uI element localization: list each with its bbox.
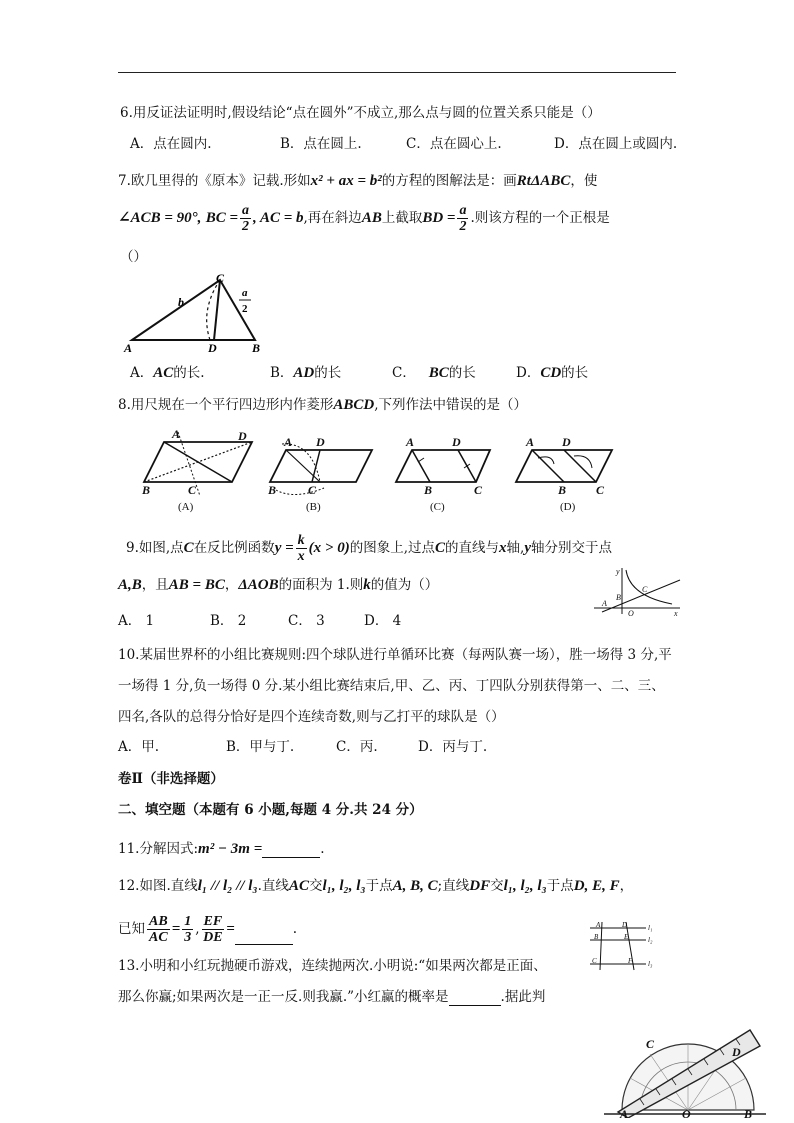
q6-option-b: B．点在圆上.	[280, 136, 362, 152]
q9-k: k	[363, 577, 371, 593]
q9-text: 的直线与	[445, 540, 500, 556]
q11-expr: m² − 3m =	[198, 841, 263, 857]
q10-line1: 10.某届世界杯的小组比赛规则:四个球队进行单循环比赛（每两队赛一场），胜一场得 3 分,平	[118, 647, 672, 663]
q9-option-b: B． 2	[210, 613, 247, 629]
q12-text: .直线	[257, 878, 289, 894]
q7-fig-A: A	[124, 341, 133, 355]
q9-text: 轴,	[506, 540, 525, 556]
q7-triangle: RtΔABC	[516, 173, 571, 189]
q8-a-B: B	[142, 483, 151, 497]
q7-fig-B: B	[252, 341, 261, 355]
q8-c-B: B	[424, 483, 433, 497]
q13-text: .据此判	[500, 989, 546, 1005]
q8-d-A: A	[526, 435, 535, 449]
q9-c2: C	[435, 540, 446, 556]
q12-fig-E: E	[624, 933, 629, 941]
q7-figure	[120, 270, 280, 355]
q9-text: 的值为（）	[370, 577, 439, 593]
q7-ab: AB	[361, 210, 382, 226]
q8-d-D: D	[562, 435, 571, 449]
q8-b-B: B	[268, 483, 277, 497]
q8-text: 8.用尺规在一个平行四边形内作菱形	[118, 397, 334, 413]
q9-fig-x: x	[674, 609, 678, 618]
q9-text: 在反比例函数	[193, 540, 275, 556]
header-rule	[118, 72, 676, 73]
q7-text: ，使	[570, 173, 598, 189]
q8-c-D: D	[452, 435, 461, 449]
q9-fig-B: B	[616, 593, 621, 602]
q6-option-d: D．点在圆上或圆内.	[554, 136, 678, 152]
q12-fig-C: C	[592, 957, 597, 965]
q7-bc: BC =	[205, 210, 238, 226]
q9-line1	[126, 533, 612, 564]
q9-x: x	[499, 540, 507, 556]
q9-figure	[592, 566, 684, 618]
q13-answer-blank[interactable]	[449, 991, 501, 1006]
q12-line1	[118, 877, 633, 895]
q12-df: DF	[469, 878, 491, 894]
q12-frac-ef-de: $\frac{EF}{DE}$	[203, 914, 223, 945]
q9-abeq: AB = BC	[168, 577, 225, 593]
q12-frac-ab-ac: $\frac{AB}{AC}$	[149, 914, 168, 945]
q9-aob: ΔAOB	[238, 577, 279, 593]
q9-text: 的图象上,过点	[349, 540, 435, 556]
q7-fig-C: C	[216, 271, 225, 285]
q8-b-D: D	[316, 435, 325, 449]
q12-fig-F: F	[628, 957, 633, 965]
q12-fig-D: D	[622, 921, 628, 929]
q9-fig-A: A	[602, 599, 607, 608]
q7-option-d: D．CD的长	[516, 365, 589, 381]
q12-text: 交	[490, 878, 504, 894]
q8-text: ,下列作法中错误的是（）	[374, 397, 528, 413]
q12-fig-l3: l₃	[648, 960, 653, 968]
q9-c: C	[183, 540, 194, 556]
q7-bd: BD =	[422, 210, 456, 226]
section2-title: 二、填空题（本题有 6 小题,每题 4 分.共 24 分）	[118, 802, 423, 818]
q7-ac: , AC = b	[253, 210, 304, 226]
q7-option-c: C． BC的长	[392, 365, 476, 381]
q7-line1	[118, 172, 597, 190]
q12-text: 于点	[365, 878, 393, 894]
q8-b-C: C	[308, 483, 317, 497]
q12-pts2: D, E, F	[573, 878, 620, 894]
q12-lines2: l₁, l₂, l₃	[503, 878, 547, 894]
q7-text: 上截取	[381, 210, 423, 226]
q8-b-A: A	[284, 435, 293, 449]
q10-option-b: B．甲与丁.	[226, 739, 295, 755]
q12-text: 交	[308, 878, 323, 894]
q7-angle: ∠ACB = 90°,	[118, 210, 202, 226]
section2-volume: 卷Ⅱ（非选择题）	[118, 771, 224, 787]
q10-option-a: A．甲.	[118, 739, 160, 755]
q8-a-A: A	[172, 427, 181, 441]
q8-var: ABCD	[333, 397, 375, 413]
q8-c-A: A	[406, 435, 415, 449]
q11-answer-blank[interactable]	[262, 843, 320, 858]
q12-eq2: =	[226, 921, 235, 937]
q12-text: 12.如图.直线	[118, 878, 198, 894]
q9-option-a: A． 1	[118, 613, 155, 629]
q12-known: 已知	[118, 921, 145, 937]
q12-fig-A: A	[596, 921, 601, 929]
q12-fig-B: B	[594, 933, 599, 941]
q9-fig-C: C	[642, 585, 648, 594]
q6-option-a: A．点在圆内.	[130, 136, 212, 152]
q7-line2	[118, 203, 610, 234]
q14-fig-B: B	[744, 1107, 753, 1118]
q14-protractor-figure	[600, 1000, 770, 1118]
q12-comma: ,	[195, 921, 200, 937]
q12-figure	[586, 920, 656, 972]
q12-end: .	[292, 921, 298, 937]
q7-option-b: B．AD的长	[270, 365, 342, 381]
q10-line3: 四名,各队的总得分恰好是四个连续奇数,则与乙打平的球队是（）	[118, 709, 505, 725]
q12-ac: AC	[288, 878, 309, 894]
q7-frac-a2: $\frac{a}{2}$	[242, 203, 249, 234]
q9-y: y =	[274, 540, 294, 556]
q8-a-D: D	[238, 429, 247, 443]
q12-fig-l2: l₂	[648, 936, 653, 944]
q13-line2	[118, 988, 545, 1006]
q12-text: 于点	[546, 878, 574, 894]
q7-fig-b: b	[178, 295, 184, 309]
q7-text: 7.欧几里得的《原本》记载.形如	[118, 173, 311, 189]
q9-fig-y: y	[616, 567, 620, 576]
q14-fig-A: A	[620, 1107, 629, 1118]
q7-text: .则该方程的一个正根是	[470, 210, 610, 226]
q12-fig-l1: l₁	[648, 924, 653, 932]
q12-text: ;直线	[437, 878, 470, 894]
q14-fig-D: D	[732, 1045, 741, 1059]
q7-text: ,再在斜边	[303, 210, 362, 226]
q7-frac-a2b: $\frac{a}{2}$	[459, 203, 467, 234]
q12-par: l₁ // l₂ // l₃	[197, 878, 258, 894]
q10-line2: 一场得 1 分,负一场得 0 分.某小组比赛结束后,甲、乙、丙、丁四队分别获得第一、二、三、	[118, 678, 665, 694]
q8-d-C: C	[596, 483, 605, 497]
q7-paren: （）	[120, 249, 147, 265]
q8-a-C: C	[188, 483, 197, 497]
q8-c-C: C	[474, 483, 483, 497]
q10-option-c: C．丙.	[336, 739, 378, 755]
q10-option-d: D．丙与丁.	[418, 739, 488, 755]
q12-lines: l₁, l₂, l₃	[322, 878, 366, 894]
q11-end: .	[320, 841, 325, 857]
q9-text: 的面积为 1.则	[278, 577, 364, 593]
q9-text: 9.如图,点	[126, 540, 184, 556]
q9-pts: A,B	[118, 577, 142, 593]
q12-pts1: A, B, C	[392, 878, 438, 894]
q8-figures	[134, 424, 634, 516]
q13-line1: 13.小明和小红玩抛硬币游戏，连续抛两次.小明说:“如果两次都是正面、	[118, 958, 547, 974]
q6-stem: 6.用反证法证明时,假设结论“点在圆外”不成立,那么点与圆的位置关系只能是（）	[120, 105, 601, 121]
q8-caption-d: (D)	[560, 501, 576, 513]
q8-caption-b: (B)	[306, 501, 321, 513]
q9-frac-kx: $\frac{k}{x}$	[297, 533, 305, 564]
q11-line	[118, 840, 325, 858]
q14-fig-O: O	[682, 1107, 691, 1118]
q9-option-d: D． 4	[364, 613, 402, 629]
q8-caption-c: (C)	[430, 501, 445, 513]
q7-text: 的方程的图解法是：画	[381, 173, 517, 189]
q14-fig-C: C	[646, 1037, 655, 1051]
q7-fig-a: a	[242, 287, 248, 299]
q9-fig-O: O	[628, 609, 634, 618]
q8-stem	[118, 396, 527, 414]
q7-fig-2: 2	[242, 303, 248, 315]
q9-text: ，且	[141, 577, 169, 593]
q9-line2	[118, 576, 438, 594]
q7-equation: x² + ax = b²	[310, 173, 382, 189]
q7-fig-D: D	[208, 341, 217, 355]
q7-option-a: A．AC的长.	[130, 365, 205, 381]
q12-text: ，	[619, 878, 634, 894]
q12-answer-blank[interactable]	[235, 930, 293, 945]
q12-line2	[118, 914, 297, 945]
q8-caption-a: (A)	[178, 501, 194, 513]
q9-cond: (x > 0)	[308, 540, 350, 556]
q12-eq: =	[171, 921, 181, 937]
q9-yaxis: y	[524, 540, 531, 556]
q9-text: ，	[224, 577, 239, 593]
q9-text: 轴分别交于点	[530, 540, 612, 556]
q11-text: 11.分解因式:	[118, 841, 199, 857]
q8-d-B: B	[558, 483, 567, 497]
q9-option-c: C． 3	[288, 613, 325, 629]
q13-text: 那么你赢;如果两次是一正一反.则我赢.”小红赢的概率是	[118, 989, 449, 1005]
q12-frac-1-3: $\frac{1}{3}$	[184, 914, 192, 945]
q6-option-c: C．点在圆心上.	[406, 136, 502, 152]
